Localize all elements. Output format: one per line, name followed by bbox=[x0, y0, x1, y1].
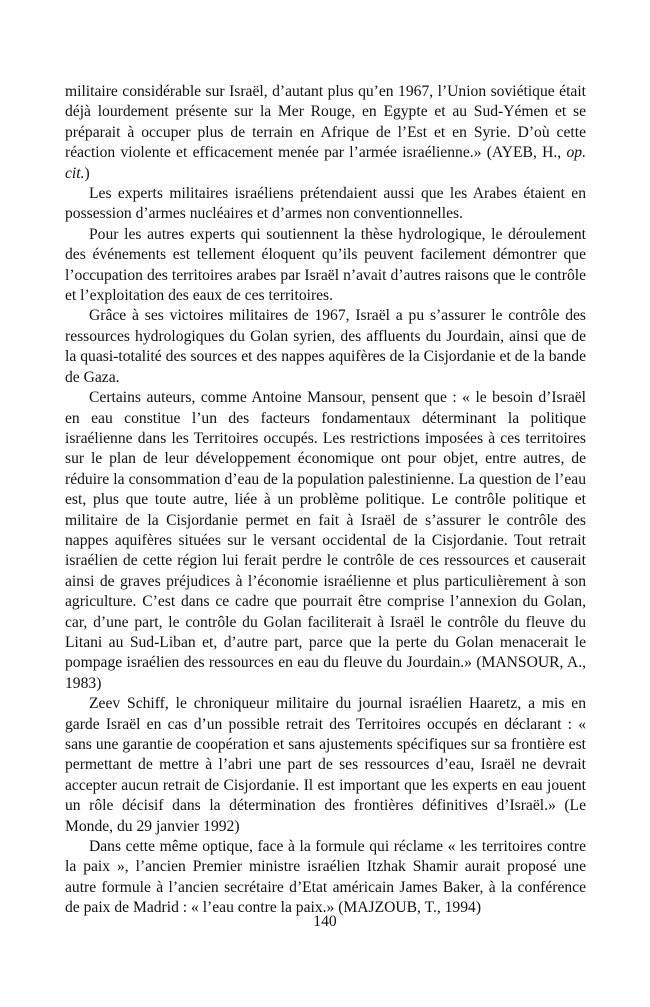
paragraph-1 bbox=[65, 82, 586, 184]
paragraph-3: Pour les autres experts qui soutiennent la thèse hydrologique, le déroulement des événements est tellement éloquent qu’ils peuvent facilement démontrer que l’occupation des territoires arabes par Israël n’avait d’autres raisons que le contrôle et l’exploitation des eaux de ces territoires. bbox=[65, 225, 586, 305]
paragraph-2: Les experts militaires israéliens prétendaient aussi que les Arabes étaient en possession d’armes nucléaires et d’armes non conventionnelles. bbox=[65, 185, 586, 223]
body-text-column bbox=[65, 82, 586, 919]
paragraph-1-citation-close: ) bbox=[84, 164, 90, 182]
paragraph-5: Certains auteurs, comme Antoine Mansour, pensent que : « le besoin d’Israël en eau constitue l’un des facteurs fondamentaux déterminant la politique israélienne dans les Territoires occupés. Les restrictions imposées à ces territoires sur le plan de leur développement économique ont pour objet, entre autres, de réduire la consommation d’eau de la population palestinienne. La question de l’eau est, plus que toute autre, liée à un problème politique. Le contrôle politique et militaire de la Cisjordanie permet en fait à Israël de s’assurer le contrôle des nappes aquifères situées sur le versant occidental de la Cisjordanie. Tout retrait israélien de cette région lui ferait perdre le contrôle de ces ressources et causerait ainsi de graves préjudices à l’économie israélienne et plus particulièrement à son agriculture. C’est dans ce cadre que pourrait être comprise l’annexion du Golan, car, d’une part, le contrôle du Golan faciliterait à Israël le contrôle du fleuve du Litani au Sud-Liban et, d’autre part, parce que la perte du Golan menacerait le pompage israélien des ressources en eau du fleuve du Jourdain.» (MANSOUR, A., 1983) bbox=[65, 389, 586, 692]
paragraph-1-citation-italic: op. cit. bbox=[65, 144, 586, 182]
page-number: 140 bbox=[313, 913, 337, 930]
paragraph-7: Dans cette même optique, face à la formule qui réclame « les territoires contre la paix », l’ancien Premier ministre israélien Itzhak Shamir aurait proposé une autre formule à l’ancien secrétaire d’Etat américain James Baker, à la conférence de paix de Madrid : « l’eau contre la paix.» (MAJZOUB, T., 1994) bbox=[65, 838, 586, 917]
paragraph-1-text: militaire considérable sur Israël, d’autant plus qu’en 1967, l’Union soviétique était déjà lourdement présente sur la Mer Rouge, en Egypte et au Sud-Yémen et se préparait à occuper plus de terrain en Afrique de l’Est et en Syrie. D’où cette réaction violente et efficacement menée par l’armée israélienne.» (AYEB, H., bbox=[65, 83, 586, 162]
paragraph-4: Grâce à ses victoires militaires de 1967, Israël a pu s’assurer le contrôle des ressources hydrologiques du Golan syrien, des affluents du Jourdain, ainsi que de la quasi-totalité des sources et des nappes aquifères de la Cisjordanie et de la bande de Gaza. bbox=[65, 307, 586, 386]
paragraph-6: Zeev Schiff, le chroniqueur militaire du journal israélien Haaretz, a mis en garde Israël en cas d’un possible retrait des Territoires occupés en déclarant : « sans une garantie de coopération et sans ajustements spécifiques sur sa frontière est permettant de mettre à l’abri une part de ses ressources d’eau, Israël ne devrait accepter aucun retrait de Cisjordanie. Il est important que les experts en eau jouent un rôle décisif dans la détermination des frontières définitives d’Israël.» (Le Monde, du 29 janvier 1992) bbox=[65, 695, 586, 835]
